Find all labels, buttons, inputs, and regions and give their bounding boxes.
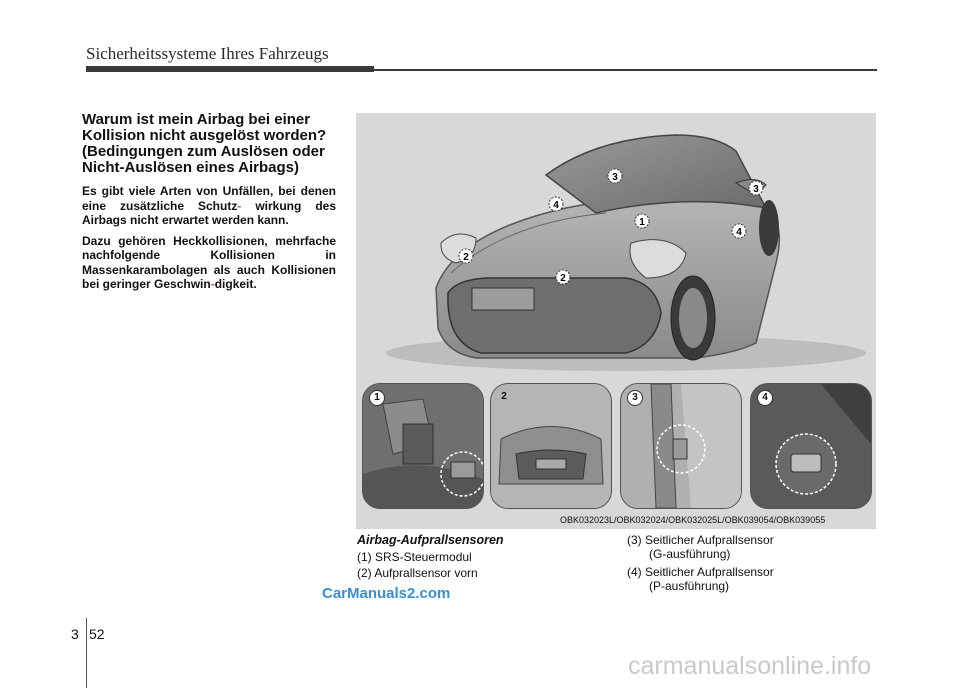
section-heading: Warum ist mein Airbag bei einer Kollision nicht ausgelöst worden? (Bedingungen zum Auslösen oder Nicht-Auslösen eines Airbags)	[82, 111, 327, 176]
page-number: 52	[89, 626, 105, 642]
paragraph-1-end: wirkung des Airbags nicht erwartet werden kann.	[82, 198, 336, 227]
svg-text:1: 1	[639, 217, 645, 228]
sensor-marker-3-top	[608, 169, 622, 183]
section-text	[82, 112, 336, 298]
sensor-marker-4-side	[732, 224, 746, 238]
hyphen-mark: -	[210, 277, 215, 291]
watermark-carmanuals2[interactable]: CarManuals2.com	[322, 585, 451, 602]
svg-text:3: 3	[612, 172, 618, 183]
header-rule-thin	[374, 69, 877, 71]
thumbnail-side-sensor-g	[620, 383, 742, 509]
thumbnail-label-1: 1	[369, 390, 385, 406]
paragraph-1-main: Es gibt viele Arten von Unfällen, bei denen eine zusätzliche Schutz	[82, 184, 336, 213]
thumbnail-label-3: 3	[627, 390, 643, 406]
thumbnail-label-2: 2	[501, 391, 507, 402]
chapter-number: 3	[71, 626, 79, 642]
paragraph-1	[82, 184, 336, 228]
page-header-title: Sicherheitssysteme Ihres Fahrzeugs	[86, 44, 329, 63]
svg-text:3: 3	[753, 184, 759, 195]
svg-text:4: 4	[736, 227, 742, 238]
thumbnail-front-sensor	[490, 383, 612, 509]
car-front-illustration	[491, 384, 611, 508]
thumbnail-side-sensor-p	[750, 383, 872, 509]
header-rule-thick	[86, 66, 374, 72]
caption-item-2: (2) Aufprallsensor vorn	[357, 566, 478, 580]
sensor-marker-3-right	[749, 181, 763, 195]
hyphen-mark: -	[237, 198, 242, 213]
svg-text:2: 2	[463, 252, 469, 263]
thumbnail-srs-module	[362, 383, 484, 509]
caption-item-1: (1) SRS-Steuermodul	[357, 550, 472, 564]
paragraph-2-end: digkeit.	[214, 277, 257, 291]
sensor-marker-2-left	[459, 249, 473, 263]
sensor-marker-1	[635, 214, 649, 228]
sensor-marker-2-center	[556, 270, 570, 284]
watermark-carmanualsonline: carmanualsonline.info	[628, 652, 872, 680]
caption-item-3-variant: (G-ausführung)	[649, 547, 731, 561]
caption-item-4-variant: (P-ausführung)	[649, 579, 730, 593]
caption-item-3: (3) Seitlicher Aufprallsensor	[627, 533, 774, 547]
paragraph-2	[82, 234, 336, 292]
svg-text:4: 4	[553, 200, 559, 211]
caption-item-4: (4) Seitlicher Aufprallsensor	[627, 565, 774, 579]
caption-title: Airbag-Aufprallsensoren	[357, 533, 504, 547]
thumbnail-label-4: 4	[757, 390, 773, 406]
paragraph-2-main: Dazu gehören Heckkollisionen, mehrfache nachfolgende Kollisionen in Massenkarambolagen als auch Kollisionen bei geringer Geschwin	[82, 233, 336, 291]
sensor-marker-4-hood	[549, 197, 563, 211]
svg-text:2: 2	[560, 273, 566, 284]
footer-divider	[86, 618, 87, 688]
figure-code: OBK032023L/OBK032024/OBK032025L/OBK039054/OBK039055	[560, 515, 826, 525]
